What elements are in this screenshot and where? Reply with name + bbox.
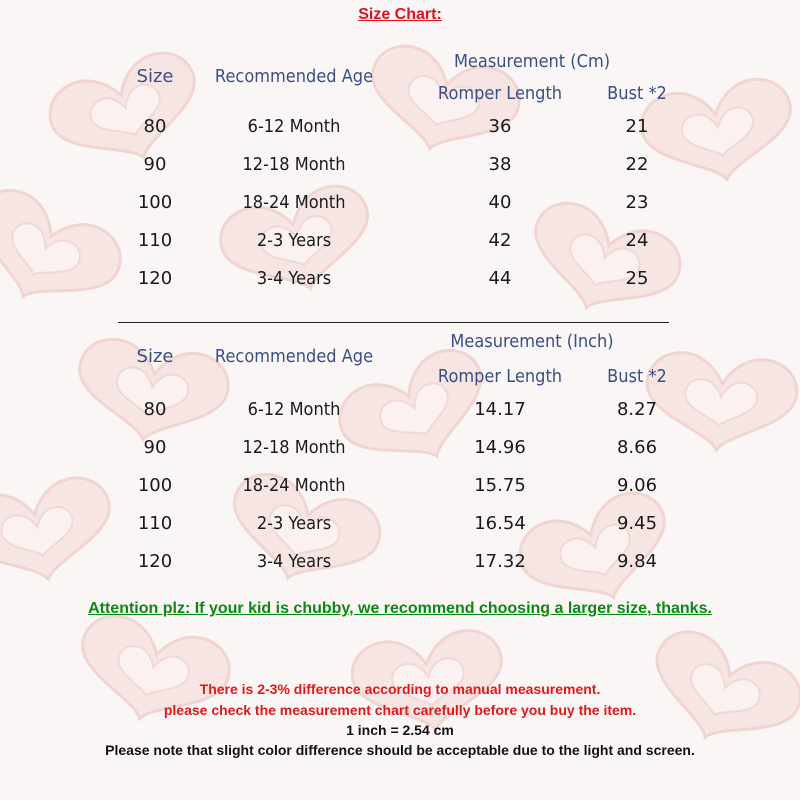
- inch-measurement-header: Measurement (Inch): [450, 331, 614, 352]
- table-row-length: 38: [488, 154, 512, 175]
- table-row-length: 14.17: [474, 399, 526, 420]
- table-row-bust: 9.84: [616, 551, 658, 572]
- cm-length-header: Romper Length: [437, 83, 563, 104]
- table-row-age: 12-18 Month: [242, 437, 346, 458]
- table-row-bust: 22: [625, 154, 649, 175]
- table-row-bust: 21: [625, 116, 649, 137]
- table-row-size: 100: [137, 475, 173, 496]
- cm-bust-header: Bust *2: [607, 83, 667, 104]
- table-row-length: 16.54: [474, 513, 526, 534]
- table-row-length: 40: [488, 192, 512, 213]
- table-row-bust: 24: [625, 230, 649, 251]
- table-row-size: 90: [143, 154, 167, 175]
- inch-conversion-note: 1 inch = 2.54 cm: [346, 722, 454, 738]
- table-row-age: 18-24 Month: [242, 192, 346, 213]
- inch-size-header: Size: [136, 346, 174, 367]
- table-row-bust: 23: [625, 192, 649, 213]
- table-row-size: 90: [143, 437, 167, 458]
- table-row-age: 6-12 Month: [247, 399, 341, 420]
- table-row-length: 17.32: [474, 551, 526, 572]
- measurement-difference-note: There is 2-3% difference according to manual measurement.: [199, 681, 601, 697]
- inch-bust-header: Bust *2: [607, 366, 667, 387]
- table-row-size: 110: [137, 230, 173, 251]
- table-row-bust: 8.66: [616, 437, 658, 458]
- table-row-length: 36: [488, 116, 512, 137]
- table-row-length: 14.96: [474, 437, 526, 458]
- cm-size-header: Size: [136, 66, 174, 87]
- check-chart-note: please check the measurement chart carefully before you buy the item.: [163, 702, 637, 718]
- table-row-length: 44: [488, 268, 512, 289]
- table-row-bust: 25: [625, 268, 649, 289]
- table-row-age: 2-3 Years: [256, 513, 332, 534]
- table-row-age: 6-12 Month: [247, 116, 341, 137]
- table-row-size: 120: [137, 551, 173, 572]
- table-row-length: 15.75: [474, 475, 526, 496]
- table-row-size: 80: [143, 116, 167, 137]
- cm-age-header: Recommended Age: [214, 66, 374, 87]
- table-row-bust: 9.06: [616, 475, 658, 496]
- size-chart-title: Size Chart:: [358, 6, 442, 23]
- table-row-size: 80: [143, 399, 167, 420]
- table-row-age: 3-4 Years: [256, 551, 332, 572]
- table-row-length: 42: [488, 230, 512, 251]
- cm-measurement-header: Measurement (Cm): [453, 51, 611, 72]
- table-row-age: 3-4 Years: [256, 268, 332, 289]
- table-row-age: 18-24 Month: [242, 475, 346, 496]
- inch-age-header: Recommended Age: [214, 346, 374, 367]
- inch-length-header: Romper Length: [437, 366, 563, 387]
- table-row-age: 2-3 Years: [256, 230, 332, 251]
- table-row-size: 110: [137, 513, 173, 534]
- table-divider: [118, 322, 669, 323]
- table-row-bust: 9.45: [616, 513, 658, 534]
- color-difference-note: Please note that slight color difference should be acceptable due to the light and screen.: [105, 742, 695, 758]
- attention-note: Attention plz: If your kid is chubby, we recommend choosing a larger size, thanks.: [88, 600, 712, 617]
- table-row-bust: 8.27: [616, 399, 658, 420]
- table-row-size: 100: [137, 192, 173, 213]
- table-row-age: 12-18 Month: [242, 154, 346, 175]
- table-row-size: 120: [137, 268, 173, 289]
